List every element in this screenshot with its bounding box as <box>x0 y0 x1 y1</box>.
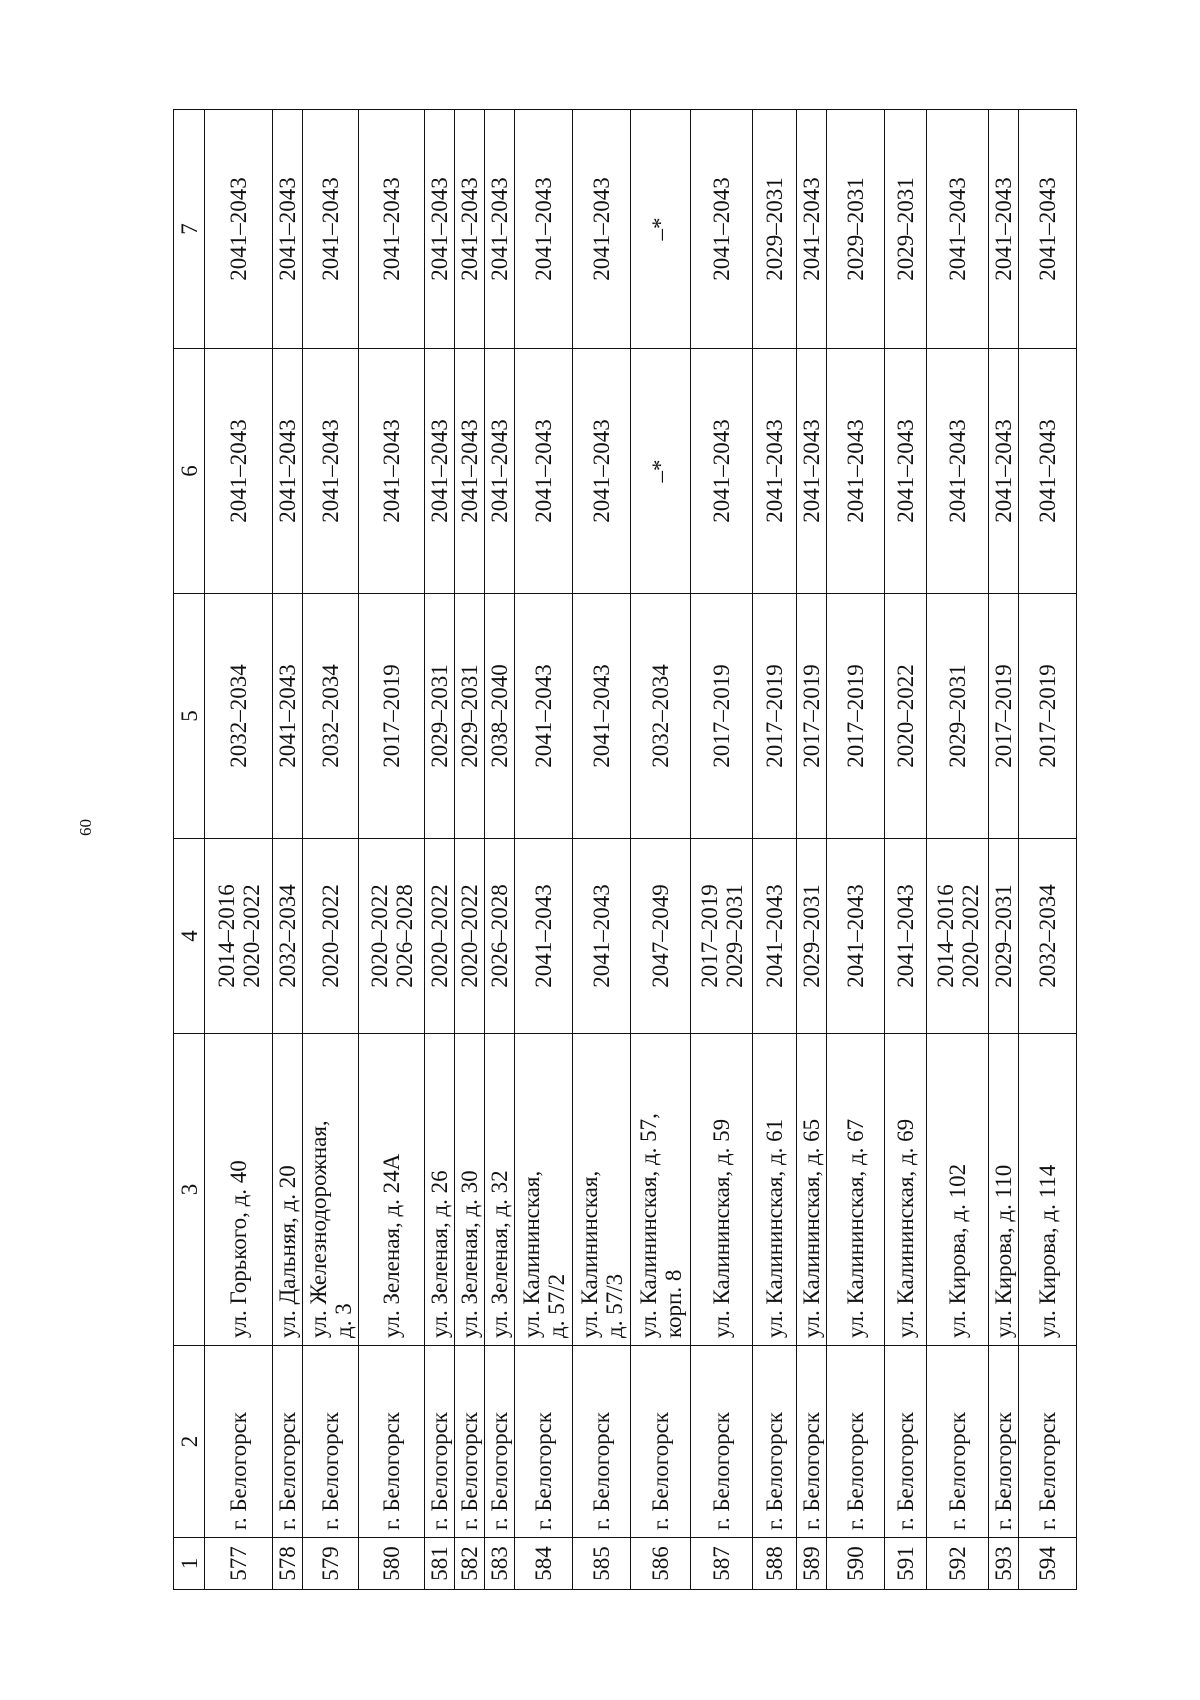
cell-col-5: 2029–2031 <box>927 594 989 839</box>
table-row <box>303 110 359 1590</box>
cell-number: 577 <box>205 1538 273 1590</box>
cell-city: г. Белогорск <box>753 1346 797 1538</box>
cell-col-4: 2047–2049 <box>631 839 691 1034</box>
cell-col-6: 2041–2043 <box>273 349 303 594</box>
data-table <box>173 109 1077 1590</box>
cell-address: ул. Кирова, д. 110 <box>989 1034 1019 1346</box>
cell-col-4: 2014–2016 2020–2022 <box>205 839 273 1034</box>
cell-col-4: 2026–2028 <box>485 839 515 1034</box>
cell-col-6: 2041–2043 <box>691 349 753 594</box>
header-col-4: 4 <box>174 839 205 1034</box>
cell-address: ул. Калининская, д. 61 <box>753 1034 797 1346</box>
cell-col-4: 2014–2016 2020–2022 <box>927 839 989 1034</box>
cell-col-5: 2017–2019 <box>827 594 885 839</box>
cell-col-4: 2032–2034 <box>273 839 303 1034</box>
cell-address: ул. Калининская, д. 57, корп. 8 <box>631 1034 691 1346</box>
cell-city: г. Белогорск <box>455 1346 485 1538</box>
cell-col-5: 2017–2019 <box>989 594 1019 839</box>
cell-col-4: 2041–2043 <box>885 839 927 1034</box>
table-row <box>273 110 303 1590</box>
cell-city: г. Белогорск <box>989 1346 1019 1538</box>
cell-col-7: –* <box>631 110 691 349</box>
cell-number: 583 <box>485 1538 515 1590</box>
cell-col-6: 2041–2043 <box>1019 349 1077 594</box>
cell-address: ул. Зеленая, д. 32 <box>485 1034 515 1346</box>
cell-col-5: 2029–2031 <box>425 594 455 839</box>
cell-col-5: 2032–2034 <box>631 594 691 839</box>
cell-col-5: 2017–2019 <box>691 594 753 839</box>
cell-col-6: 2041–2043 <box>573 349 631 594</box>
cell-col-7: 2041–2043 <box>359 110 425 349</box>
cell-col-7: 2029–2031 <box>885 110 927 349</box>
cell-number: 586 <box>631 1538 691 1590</box>
cell-col-6: 2041–2043 <box>205 349 273 594</box>
cell-city: г. Белогорск <box>273 1346 303 1538</box>
header-col-5: 5 <box>174 594 205 839</box>
cell-address: ул. Калининская, д. 57/2 <box>515 1034 573 1346</box>
cell-address: ул. Калининская, д. 59 <box>691 1034 753 1346</box>
cell-city: г. Белогорск <box>485 1346 515 1538</box>
cell-address: ул. Зеленая, д. 30 <box>455 1034 485 1346</box>
cell-number: 585 <box>573 1538 631 1590</box>
table-row <box>631 110 691 1590</box>
cell-city: г. Белогорск <box>1019 1346 1077 1538</box>
table-row <box>1019 110 1077 1590</box>
table-row <box>797 110 827 1590</box>
cell-col-5: 2032–2034 <box>205 594 273 839</box>
cell-col-7: 2041–2043 <box>205 110 273 349</box>
cell-col-7: 2041–2043 <box>303 110 359 349</box>
cell-col-6: 2041–2043 <box>515 349 573 594</box>
cell-address: ул. Кирова, д. 102 <box>927 1034 989 1346</box>
cell-col-7: 2041–2043 <box>797 110 827 349</box>
cell-col-4: 2020–2022 <box>425 839 455 1034</box>
cell-col-6: 2041–2043 <box>455 349 485 594</box>
cell-number: 589 <box>797 1538 827 1590</box>
cell-col-6: 2041–2043 <box>797 349 827 594</box>
cell-col-4: 2041–2043 <box>753 839 797 1034</box>
cell-col-4: 2029–2031 <box>989 839 1019 1034</box>
header-col-6: 6 <box>174 349 205 594</box>
cell-col-5: 2038–2040 <box>485 594 515 839</box>
cell-col-7: 2041–2043 <box>425 110 455 349</box>
cell-col-5: 2041–2043 <box>273 594 303 839</box>
cell-address: ул. Калининская, д. 69 <box>885 1034 927 1346</box>
cell-number: 588 <box>753 1538 797 1590</box>
cell-col-7: 2041–2043 <box>989 110 1019 349</box>
cell-number: 584 <box>515 1538 573 1590</box>
cell-number: 594 <box>1019 1538 1077 1590</box>
cell-col-5: 2041–2043 <box>515 594 573 839</box>
table-row <box>827 110 885 1590</box>
cell-col-4: 2020–2022 2026–2028 <box>359 839 425 1034</box>
cell-col-7: 2041–2043 <box>455 110 485 349</box>
cell-city: г. Белогорск <box>303 1346 359 1538</box>
cell-address: ул. Кирова, д. 114 <box>1019 1034 1077 1346</box>
cell-col-6: 2041–2043 <box>989 349 1019 594</box>
cell-city: г. Белогорск <box>691 1346 753 1538</box>
page-number: 60 <box>76 819 95 836</box>
cell-number: 580 <box>359 1538 425 1590</box>
cell-number: 578 <box>273 1538 303 1590</box>
cell-col-6: –* <box>631 349 691 594</box>
cell-address: ул. Калининская, д. 65 <box>797 1034 827 1346</box>
cell-col-5: 2029–2031 <box>455 594 485 839</box>
cell-number: 579 <box>303 1538 359 1590</box>
cell-col-7: 2041–2043 <box>515 110 573 349</box>
table-row <box>485 110 515 1590</box>
header-row <box>174 110 205 1590</box>
table-row <box>515 110 573 1590</box>
header-col-2: 2 <box>174 1346 205 1538</box>
cell-city: г. Белогорск <box>573 1346 631 1538</box>
cell-col-4: 2041–2043 <box>827 839 885 1034</box>
cell-city: г. Белогорск <box>425 1346 455 1538</box>
header-col-7: 7 <box>174 110 205 349</box>
table-header <box>174 110 205 1590</box>
table-row <box>691 110 753 1590</box>
cell-number: 582 <box>455 1538 485 1590</box>
cell-col-5: 2017–2019 <box>797 594 827 839</box>
cell-number: 592 <box>927 1538 989 1590</box>
cell-city: г. Белогорск <box>827 1346 885 1538</box>
cell-col-6: 2041–2043 <box>753 349 797 594</box>
cell-number: 587 <box>691 1538 753 1590</box>
cell-address: ул. Горького, д. 40 <box>205 1034 273 1346</box>
cell-col-5: 2017–2019 <box>753 594 797 839</box>
cell-col-4: 2041–2043 <box>573 839 631 1034</box>
cell-address: ул. Калининская, д. 57/3 <box>573 1034 631 1346</box>
cell-address: ул. Зеленая, д. 24А <box>359 1034 425 1346</box>
cell-col-4: 2020–2022 <box>455 839 485 1034</box>
cell-col-7: 2041–2043 <box>485 110 515 349</box>
table-row <box>927 110 989 1590</box>
table-row <box>989 110 1019 1590</box>
cell-col-5: 2017–2019 <box>359 594 425 839</box>
cell-number: 593 <box>989 1538 1019 1590</box>
cell-col-7: 2041–2043 <box>1019 110 1077 349</box>
cell-col-7: 2041–2043 <box>273 110 303 349</box>
cell-address: ул. Зеленая, д. 26 <box>425 1034 455 1346</box>
cell-col-4: 2032–2034 <box>1019 839 1077 1034</box>
cell-city: г. Белогорск <box>885 1346 927 1538</box>
table-body <box>205 110 1077 1590</box>
table-row <box>425 110 455 1590</box>
cell-col-5: 2041–2043 <box>573 594 631 839</box>
cell-col-5: 2020–2022 <box>885 594 927 839</box>
cell-city: г. Белогорск <box>631 1346 691 1538</box>
cell-col-6: 2041–2043 <box>303 349 359 594</box>
cell-col-4: 2041–2043 <box>515 839 573 1034</box>
cell-col-7: 2029–2031 <box>827 110 885 349</box>
cell-address: ул. Калининская, д. 67 <box>827 1034 885 1346</box>
cell-address: ул. Железнодорожная, д. 3 <box>303 1034 359 1346</box>
cell-col-4: 2017–2019 2029–2031 <box>691 839 753 1034</box>
cell-city: г. Белогорск <box>359 1346 425 1538</box>
cell-col-6: 2041–2043 <box>359 349 425 594</box>
cell-col-5: 2017–2019 <box>1019 594 1077 839</box>
cell-col-7: 2041–2043 <box>573 110 631 349</box>
cell-city: г. Белогорск <box>515 1346 573 1538</box>
cell-number: 591 <box>885 1538 927 1590</box>
cell-number: 590 <box>827 1538 885 1590</box>
cell-col-6: 2041–2043 <box>827 349 885 594</box>
cell-city: г. Белогорск <box>927 1346 989 1538</box>
cell-col-7: 2041–2043 <box>927 110 989 349</box>
cell-col-7: 2029–2031 <box>753 110 797 349</box>
table-row <box>359 110 425 1590</box>
cell-number: 581 <box>425 1538 455 1590</box>
cell-col-6: 2041–2043 <box>425 349 455 594</box>
cell-col-7: 2041–2043 <box>691 110 753 349</box>
table-row <box>205 110 273 1590</box>
cell-address: ул. Дальняя, д. 20 <box>273 1034 303 1346</box>
table-row <box>455 110 485 1590</box>
cell-col-4: 2029–2031 <box>797 839 827 1034</box>
table-row <box>885 110 927 1590</box>
table-row <box>573 110 631 1590</box>
cell-city: г. Белогорск <box>205 1346 273 1538</box>
cell-city: г. Белогорск <box>797 1346 827 1538</box>
table-row <box>753 110 797 1590</box>
rotated-table-container <box>173 110 1077 1590</box>
cell-col-6: 2041–2043 <box>485 349 515 594</box>
cell-col-4: 2020–2022 <box>303 839 359 1034</box>
cell-col-5: 2032–2034 <box>303 594 359 839</box>
cell-col-6: 2041–2043 <box>927 349 989 594</box>
header-col-1: 1 <box>174 1538 205 1590</box>
header-col-3: 3 <box>174 1034 205 1346</box>
cell-col-6: 2041–2043 <box>885 349 927 594</box>
